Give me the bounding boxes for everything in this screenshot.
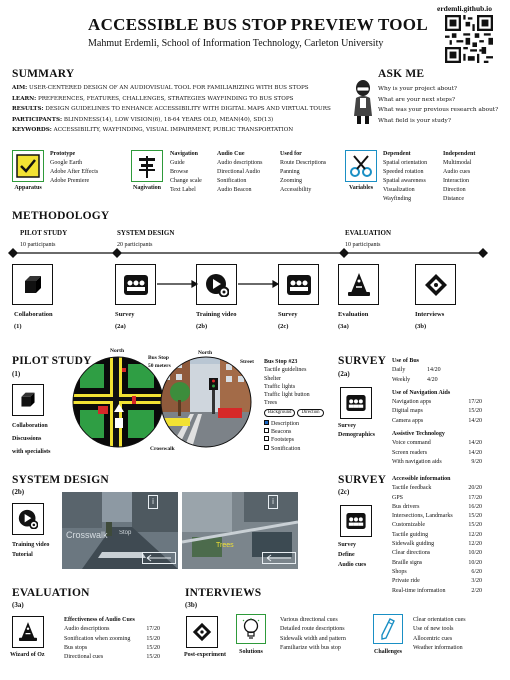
system-icon-label: Training video Tutorial (12, 542, 50, 558)
check-description[interactable]: Description (264, 420, 300, 428)
busstop-checks (264, 420, 300, 453)
askme-question: What are your next steps? (378, 96, 456, 103)
step-num: (1) (14, 323, 22, 330)
phase-pilot: PILOT STUDY (20, 229, 68, 237)
table-row: Daily 14/20 (392, 367, 441, 374)
askme-question: What field is your study? (378, 118, 451, 125)
site-url[interactable]: erdemli.github.io (437, 4, 493, 13)
qr-code-icon[interactable] (445, 15, 493, 63)
survey2c-heading: SURVEY (338, 474, 387, 486)
wizard-hat-icon (19, 622, 37, 642)
interviews-num: (3b) (185, 601, 198, 609)
askme-question: Why is your project about? (378, 86, 458, 92)
methodology-heading: METHODOLOGY (12, 210, 110, 222)
table-row: Bus stops 15/20 (64, 644, 160, 651)
evaluation-heading: EVALUATION (12, 587, 90, 599)
lightbulb-icon (242, 618, 260, 640)
table-row: Navigation apps 17/20 (392, 399, 482, 406)
survey2a-box (340, 387, 372, 419)
navigation-icon-label: Nagivation (132, 185, 161, 191)
checkbox-icon[interactable] (264, 445, 269, 450)
table-row: Voice command 14/20 (392, 440, 482, 447)
audio-cue-list: Audio Cue Audio descriptions Directional Audio Sonification Audio Beacon (217, 151, 263, 193)
table-row: Directional cues 15/20 (64, 654, 160, 661)
evaluation-num: (3a) (12, 601, 24, 609)
phase-evaluation-count: 10 participants (345, 242, 381, 248)
table-row: Clear directions 10/20 (392, 550, 482, 557)
poster-title: ACCESSIBLE BUS STOP PREVIEW TOOL (88, 15, 428, 34)
solutions-list: Various directional cues Detailed route descriptions Sidewalk width and pattern Familiarize with bus stop (280, 617, 346, 651)
summary-block (12, 83, 352, 136)
solutions-label: Solutions (239, 649, 263, 655)
lightbulb-box (236, 614, 266, 644)
post-experiment-label: Post-experiment (184, 652, 226, 658)
phase-system-count: 20 participants (117, 242, 153, 248)
system-heading: SYSTEM DESIGN (12, 474, 109, 486)
apparatus-icon (12, 150, 44, 182)
step-num: (2c) (278, 323, 289, 330)
wizard-label: Wizard of Oz (10, 652, 45, 658)
table-row: Weekly 4/20 (392, 376, 438, 383)
independent-list: Independent Multimodal Audio cues Interaction Direction Distance (443, 151, 476, 202)
table-row: Shops 6/20 (392, 568, 482, 575)
survey-icon (346, 513, 366, 529)
survey2a-table: Use of Bus Daily 14/20 Weekly 4/20 Use of Navigation Aids Navigation apps 17/20 Digital maps 15/20 Camera apps 14/20 Assistive Technology Voice command 14/20 Screen readers 14/20 With navigation aids 9/20 (392, 357, 482, 467)
post-experiment-box (186, 616, 218, 648)
evaluation-table: Effectiveness of Audio Cues Audio descriptions 17/20 Sonification when zooming 15/20 Bus stops 15/20 Directional cues 15/20 (64, 616, 160, 662)
askme-questions (378, 84, 498, 127)
step-label: Survey (115, 311, 135, 318)
table-row: Customizable 15/20 (392, 522, 482, 529)
busstop-info: Bus Stop #23 Tactile guidelines Shelter Traffic lights Traffic light button Trees (264, 359, 310, 407)
map-north-label: North (110, 348, 125, 354)
askme-heading: ASK ME (378, 68, 425, 80)
table-row: Digital maps 15/20 (392, 408, 482, 415)
play-gear-icon (18, 509, 38, 529)
checkbox-icon[interactable] (264, 428, 269, 433)
table-row: Intersections, Landmarks 15/20 (392, 513, 482, 520)
pilot-icon-label: Collaboration Discussions with specialists (12, 423, 51, 455)
apparatus-label: Apparatus (14, 185, 42, 191)
arrow-left-icon (263, 553, 295, 563)
stop-overlay-text: Stop (119, 530, 132, 536)
street-view-image (160, 356, 252, 448)
table-row: Bus drivers 16/20 (392, 503, 482, 510)
survey2a-num: (2a) (338, 370, 350, 378)
arrow-left-icon (143, 553, 175, 563)
summary-heading: SUMMARY (12, 68, 75, 80)
summary-line: PARTICIPANTS: BLINDNESS(14), LOW VISION(6), 18-64 YEARS OLD, MEAN(40), SD(13) (12, 116, 274, 123)
map-distance-label: 50 meters (148, 363, 171, 369)
survey-icon (346, 395, 366, 411)
summary-line: RESULTS: DESIGN GUIDELINES TO ENHANCE ACCESSIBILITY WITH DIGITAL MAPS AND VIRTUAL TOURS (12, 106, 331, 113)
table-row: Private ride 3/20 (392, 578, 482, 585)
pilot-heading: PILOT STUDY (12, 355, 92, 367)
scissors-icon (345, 150, 377, 182)
system-num: (2b) (12, 488, 25, 496)
table-row: Tactile guiding 12/20 (392, 531, 482, 538)
challenges-label: Challenges (373, 649, 402, 655)
table-row: Tactile feedback 20/20 (392, 485, 482, 492)
variables-label: Variables (348, 185, 374, 191)
table-row: Sonification when zooming 15/20 (64, 635, 160, 642)
direction-arrow-button[interactable] (142, 552, 176, 564)
step-label: Survey (278, 311, 298, 318)
info-button[interactable]: i (148, 495, 158, 509)
pilot-collaboration-box (12, 384, 44, 416)
diamond-icon (192, 622, 212, 642)
pencil-box (373, 614, 403, 644)
busstop-tabs (264, 409, 324, 417)
direction-arrow-button[interactable] (262, 552, 296, 564)
askme-question: What was your previous research about? (378, 107, 499, 114)
wizard-box (12, 616, 44, 648)
poster-authors: Mahmut Erdemli, School of Information Technology, Carleton University (88, 38, 384, 49)
phase-pilot-count: 10 participants (20, 242, 56, 248)
tab-direction[interactable]: Direction (297, 409, 323, 417)
survey2a-icon-label: Survey Demographics (338, 423, 375, 438)
survey2c-icon-label: Survey Define Audio cues (338, 542, 367, 568)
step-num: (2a) (115, 323, 126, 330)
crosswalk-overlay-text: Crosswalk (66, 530, 108, 540)
dependent-list: Dependent Spatial orientation Speeded rotation Spatial awareness Visualization Wayfinding (383, 151, 428, 202)
tab-background[interactable]: Background (264, 409, 295, 417)
table-row: Braille signs 10/20 (392, 559, 482, 566)
survey2a-heading: SURVEY (338, 355, 387, 367)
system-training-box (12, 503, 44, 535)
step-arrows (0, 278, 510, 290)
training-screenshot-2 (182, 492, 298, 569)
step-label: Training video (196, 311, 237, 318)
step-label: Collaboration (14, 311, 53, 318)
trees-overlay-text: Trees (216, 542, 234, 549)
checkbox-checked-icon[interactable] (264, 420, 269, 425)
step-label: Evaluation (338, 311, 369, 318)
info-button[interactable]: i (268, 495, 278, 509)
summary-line: LEARN: PREFERENCES, FEATURES, CHALLENGES, STRATEGIES WAYFINDING TO BUS STOPS (12, 95, 294, 102)
table-row: Audio descriptions 17/20 (64, 626, 160, 633)
step-num: (3a) (338, 323, 349, 330)
avatar-icon (352, 80, 374, 124)
check-sonification[interactable]: Sonification (264, 445, 300, 453)
table-row: With navigation aids 9/20 (392, 458, 482, 465)
interviews-heading: INTERVIEWS (185, 587, 262, 599)
pilot-num: (1) (12, 370, 21, 378)
summary-line: KEYWORDS: ACCESSIBILITY, WAYFINDING, VISUAL IMPAIRMENT, PUBLIC TRANSPORTATION (12, 127, 294, 134)
navigation-list: Navigation Guide Browse Change scale Text Label (170, 151, 202, 193)
crosswalk-label: Crosswalk (150, 446, 175, 452)
step-num: (2b) (196, 323, 208, 330)
street-north-label: North (198, 350, 213, 356)
used-for-list: Used for Route Descriptions Panning Zooming Accessibility (280, 151, 327, 193)
bus-stop-sign-icon (131, 150, 163, 182)
survey2c-num: (2c) (338, 488, 350, 496)
pencil-icon (380, 618, 396, 640)
step-label: Interviews (415, 311, 445, 318)
summary-line: AIM: USER-CENTERED DESIGN OF AN AUDIOVISUAL TOOL FOR FAMILIARIZING WITH BUS STOPS (12, 85, 309, 91)
survey2c-table: Accessible information Tactile feedback 20/20 GPS 17/20 Bus drivers 16/20 Intersections, Landmarks 15/20 Customizable 15/20 Tactile guiding 12/20 Sidewalk guiding 12/20 Clear directions 10/20 Braille signs 10/20 Shops 6/20 Private ride 3/20 Real-time information 2/20 (392, 475, 482, 596)
challenges-list: Clear orientation cues Use of new tools Allocentric cues Weather information (413, 617, 466, 651)
table-row: Sidewalk guiding 12/20 (392, 541, 482, 548)
phase-evaluation: EVALUATION (345, 229, 392, 237)
timeline (8, 248, 490, 258)
prototype-list: Prototype Google Earth Adobe After Effects Adobe Premiere (50, 151, 99, 184)
street-label: Street (240, 359, 254, 365)
check-beacons[interactable]: Beacons (264, 428, 300, 436)
checkbox-icon[interactable] (264, 436, 269, 441)
training-screenshot-1 (62, 492, 178, 569)
table-row: Real-time information 2/20 (392, 587, 482, 594)
table-row: Screen readers 14/20 (392, 449, 482, 456)
check-footsteps[interactable]: Footsteps (264, 436, 300, 444)
phase-system: SYSTEM DESIGN (117, 229, 175, 237)
step-num: (3b) (415, 323, 427, 330)
map-busstop-label: Bus Stop (148, 355, 169, 361)
cube-icon (19, 391, 37, 409)
survey2c-box (340, 505, 372, 537)
table-row: Camera apps 14/20 (392, 417, 482, 424)
table-row: GPS 17/20 (392, 494, 482, 501)
